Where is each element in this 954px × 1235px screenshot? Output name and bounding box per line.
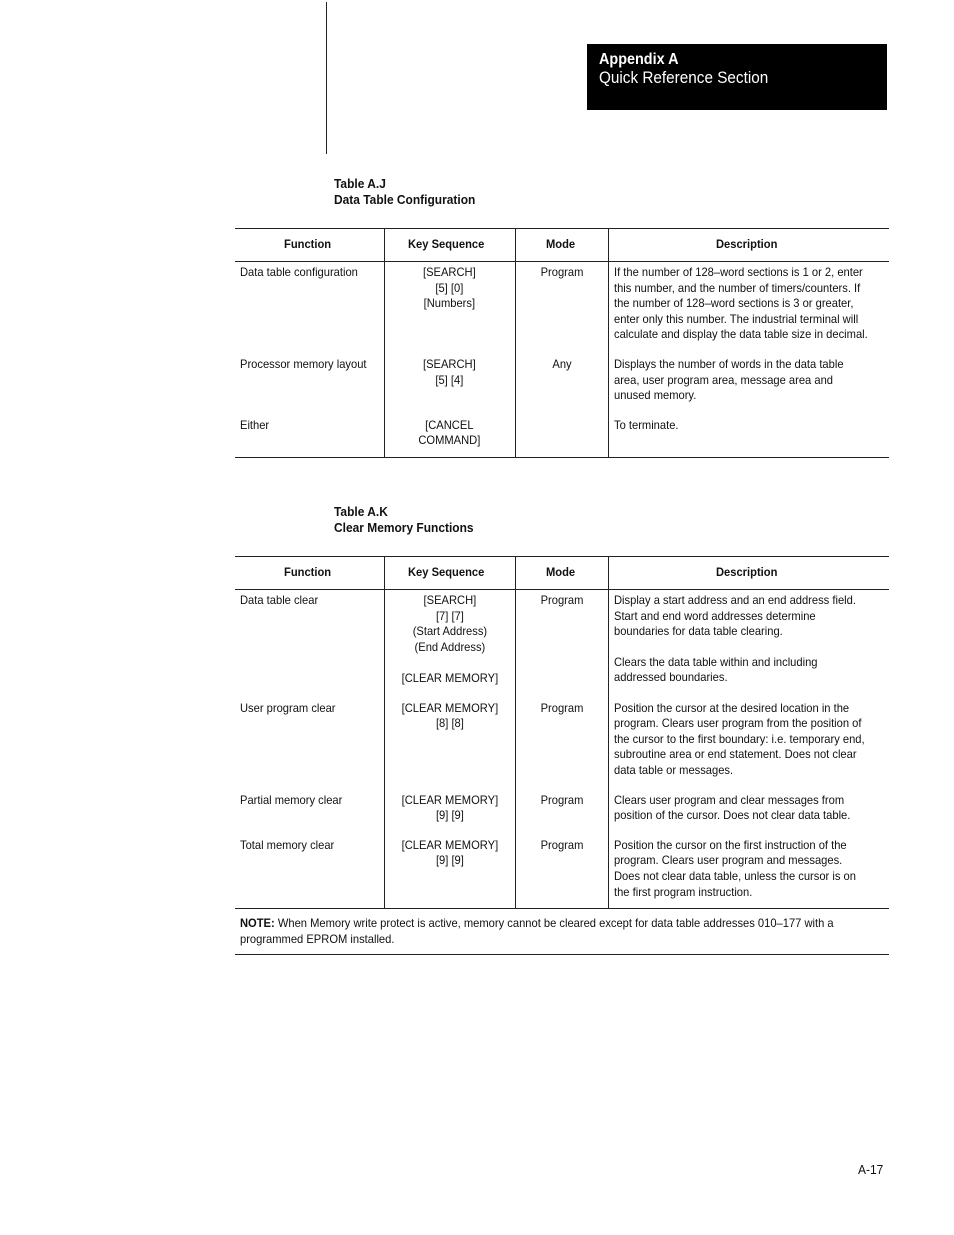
function-cell: User program clear	[240, 700, 336, 715]
mode-cell: Program	[515, 590, 608, 701]
table-k	[235, 556, 889, 909]
mode-cell: Program	[515, 838, 608, 909]
function-cell: Total memory clear	[235, 838, 384, 909]
column-header: Mode	[515, 557, 608, 590]
description-cell: If the number of 128–word sections is 1 or 2, enter this number, and the number of timers/counters. If the number of 128–word sections is 3 or greater, enter only this number. The industrial terminal will calculate and display the data table size in decimal.	[608, 262, 889, 357]
header-title: Appendix A	[599, 51, 679, 68]
mode-cell: Program	[515, 793, 608, 838]
table-k-label: Table A.K	[334, 504, 388, 519]
table-row	[235, 838, 889, 909]
description-cell: Display a start address and an end address field. Start and end word addresses determine boundaries for data table clearing. Clears the data table within and including addressed boundaries.	[608, 590, 889, 701]
column-header: Mode	[515, 229, 608, 262]
table-row	[235, 418, 889, 458]
table-j-caption	[334, 176, 475, 208]
note-text: When Memory write protect is active, memory cannot be cleared except for data table addresses 010–177 with a programmed EPROM installed.	[240, 916, 834, 946]
margin-rule	[326, 2, 327, 154]
table-row	[235, 701, 889, 793]
description-cell: To terminate.	[608, 418, 889, 458]
key-sequence-cell: [SEARCH] [5] [0] [Numbers]	[384, 262, 515, 357]
function-cell: Data table configuration	[240, 265, 358, 279]
table-k-title: Clear Memory Functions	[334, 520, 474, 535]
key-sequence-cell: [CANCEL COMMAND]	[384, 418, 515, 458]
description-cell: Displays the number of words in the data table area, user program area, message area and unused memory.	[608, 357, 889, 418]
description-cell: Position the cursor on the first instruction of the program. Clears user program and messages. Does not clear data table, unless the cursor is on the first program instruction.	[608, 838, 889, 909]
key-sequence-cell: [SEARCH] [7] [7] (Start Address) (End Address) [CLEAR MEMORY]	[384, 590, 515, 701]
note-label: NOTE:	[240, 916, 275, 930]
table-row	[235, 590, 889, 701]
column-header: Description	[608, 229, 889, 262]
table-k-caption	[334, 504, 474, 536]
key-sequence-cell: [CLEAR MEMORY] [9] [9]	[384, 793, 515, 838]
mode-cell: Any	[515, 357, 608, 418]
function-cell: Data table clear	[240, 593, 319, 607]
column-header: Description	[608, 557, 889, 590]
function-cell: Processor memory layout	[240, 356, 367, 371]
section-header	[587, 44, 887, 110]
description-cell: Position the cursor at the desired location in the program. Clears user program from the position of the cursor to the first boundary: i.e. temporary end, subroutine area or end statement. Does not clear data table or messages.	[608, 701, 889, 793]
table-k-note	[235, 911, 889, 955]
function-cell: Either	[235, 418, 384, 458]
mode-cell: Program	[515, 701, 608, 793]
column-header: Key Sequence	[384, 229, 515, 262]
column-header: Function	[235, 557, 384, 590]
table-j-label: Table A.J	[334, 176, 386, 191]
key-sequence-cell: [SEARCH] [5] [4]	[384, 357, 515, 418]
page-number: A-17	[858, 1162, 884, 1177]
table-j-title: Data Table Configuration	[334, 192, 476, 207]
header-subtitle: Quick Reference Section	[599, 68, 769, 87]
function-cell: Partial memory clear	[240, 792, 343, 807]
table-row	[235, 357, 889, 418]
mode-cell: Program	[515, 262, 608, 357]
mode-cell	[515, 418, 608, 458]
table-row	[235, 793, 889, 838]
column-header: Function	[235, 229, 384, 262]
key-sequence-cell: [CLEAR MEMORY] [9] [9]	[384, 838, 515, 909]
description-cell: Clears user program and clear messages from position of the cursor. Does not clear data table.	[608, 793, 889, 838]
column-header: Key Sequence	[384, 557, 515, 590]
table-row	[235, 262, 889, 357]
table-j	[235, 228, 889, 458]
key-sequence-cell: [CLEAR MEMORY] [8] [8]	[384, 701, 515, 793]
